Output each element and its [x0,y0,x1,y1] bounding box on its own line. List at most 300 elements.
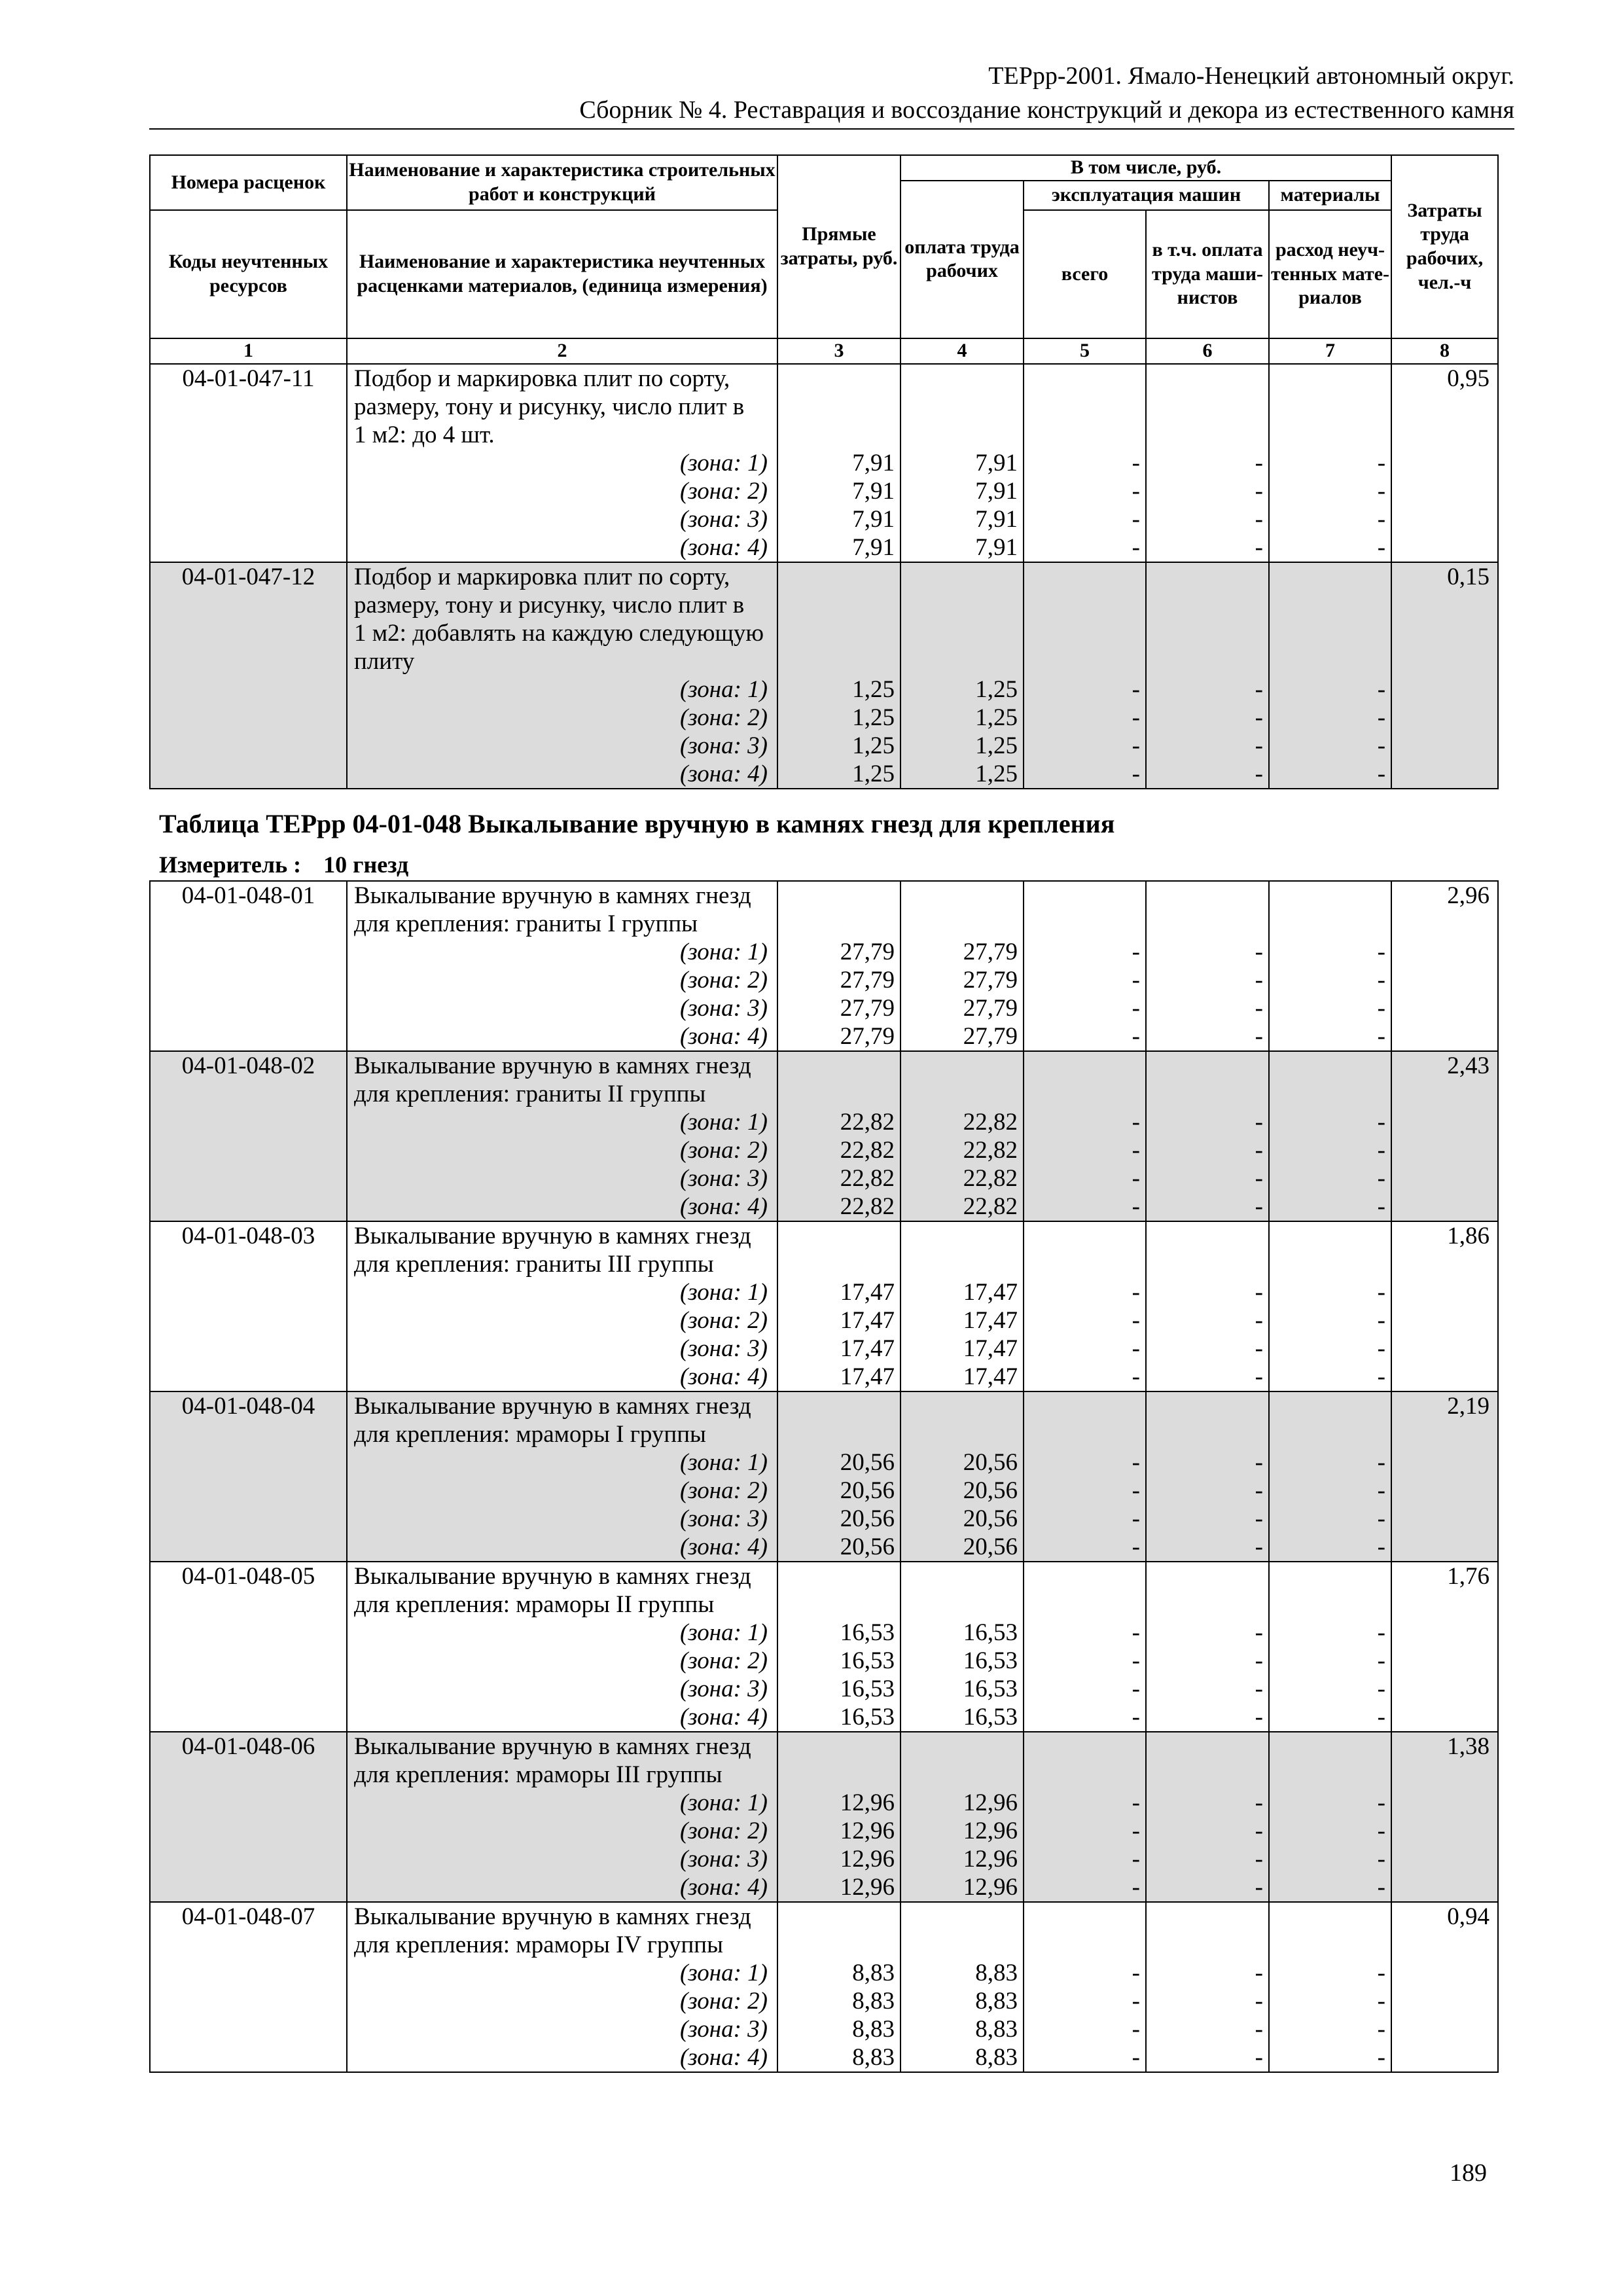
zone-label: (зона: 1) [347,675,777,704]
worker-pay: 27,79 [901,1022,1024,1051]
empty-cell [777,591,901,619]
rate-description-line: размеру, тону и рисунку, число плит в [347,591,777,619]
empty-cell [1146,1761,1269,1789]
empty-cell [1269,619,1391,647]
machinist-pay-dash: - [1146,1335,1269,1363]
record-description-row [150,1902,1498,1931]
empty-cell [1269,647,1391,675]
empty-cell [1391,1761,1498,1789]
empty-cell [1391,1647,1498,1675]
worker-pay: 12,96 [901,1817,1024,1845]
rate-record [150,1562,1498,1732]
empty-cell [1024,619,1146,647]
zone-label: (зона: 4) [347,1363,777,1391]
zone-row [150,533,1498,562]
empty-cell [150,1817,347,1845]
worker-pay: 22,82 [901,1108,1024,1136]
empty-cell [1269,1420,1391,1448]
empty-cell [150,1363,347,1391]
materials-dash: - [1269,1533,1391,1562]
zone-row [150,449,1498,477]
machinist-pay-dash: - [1146,1477,1269,1505]
empty-cell [1024,647,1146,675]
machinist-pay-dash: - [1146,994,1269,1022]
empty-cell [150,704,347,732]
empty-cell [150,1703,347,1732]
empty-cell [1146,1562,1269,1590]
empty-cell [1391,449,1498,477]
materials-dash: - [1269,1363,1391,1391]
materials-dash: - [1269,505,1391,533]
zone-row [150,704,1498,732]
labor-cost: 0,94 [1391,1902,1498,1931]
zone-row [150,732,1498,760]
empty-cell [901,1080,1024,1108]
machines-total-dash: - [1024,1363,1146,1391]
machines-total-dash: - [1024,1022,1146,1051]
empty-cell [1024,1221,1146,1250]
machinist-pay-dash: - [1146,505,1269,533]
record-description-row [150,1931,1498,1959]
machinist-pay-dash: - [1146,1959,1269,1987]
worker-pay: 17,47 [901,1306,1024,1335]
measure-label: Измеритель : [159,852,302,878]
labor-cost: 2,96 [1391,881,1498,910]
worker-pay: 20,56 [901,1505,1024,1533]
empty-cell [150,591,347,619]
empty-cell [1391,1164,1498,1193]
empty-cell [1391,1363,1498,1391]
labor-cost: 2,43 [1391,1051,1498,1080]
col-number: 6 [1146,338,1269,364]
worker-pay: 16,53 [901,1647,1024,1675]
zone-label: (зона: 3) [347,994,777,1022]
materials-dash: - [1269,994,1391,1022]
machines-total-dash: - [1024,1448,1146,1477]
empty-cell [1391,966,1498,994]
machinist-pay-dash: - [1146,1278,1269,1306]
machines-total-dash: - [1024,1817,1146,1845]
rate-description-line: Выкалывание вручную в камнях гнезд [347,1902,777,1931]
header-labor-costs: Затраты труда рабочих, чел.-ч [1391,155,1498,338]
zone-row [150,938,1498,966]
zone-label: (зона: 4) [347,760,777,789]
rate-description-line: Выкалывание вручную в камнях гнезд [347,881,777,910]
rate-code: 04-01-048-01 [150,881,347,910]
empty-cell [777,393,901,421]
empty-cell [1024,393,1146,421]
empty-cell [1391,1987,1498,2015]
empty-cell [1146,421,1269,449]
worker-pay: 22,82 [901,1136,1024,1164]
empty-cell [777,1080,901,1108]
materials-dash: - [1269,704,1391,732]
direct-cost: 22,82 [777,1193,901,1221]
machines-total-dash: - [1024,1789,1146,1817]
worker-pay: 16,53 [901,1675,1024,1703]
zone-label: (зона: 1) [347,1278,777,1306]
empty-cell [150,505,347,533]
zone-label: (зона: 3) [347,1845,777,1873]
empty-cell [901,393,1024,421]
rate-record [150,1732,1498,1902]
zone-row [150,1108,1498,1136]
rate-code: 04-01-047-12 [150,562,347,591]
worker-pay: 20,56 [901,1448,1024,1477]
labor-cost: 0,95 [1391,364,1498,393]
empty-cell [777,881,901,910]
worker-pay: 12,96 [901,1873,1024,1902]
empty-cell [150,1278,347,1306]
materials-dash: - [1269,675,1391,704]
header-including: В том числе, руб. [901,155,1391,181]
empty-cell [1391,1505,1498,1533]
materials-dash: - [1269,1789,1391,1817]
direct-cost: 8,83 [777,2015,901,2043]
empty-cell [150,421,347,449]
empty-cell [150,647,347,675]
empty-cell [150,938,347,966]
zone-label: (зона: 4) [347,1873,777,1902]
worker-pay: 20,56 [901,1477,1024,1505]
empty-cell [1391,1108,1498,1136]
materials-dash: - [1269,449,1391,477]
empty-cell [1269,591,1391,619]
materials-dash: - [1269,1845,1391,1873]
header-work-name: Наименование и характеристика строительных работ и конструкций [347,155,777,210]
zone-row [150,1306,1498,1335]
rate-description-line: Выкалывание вручную в камнях гнезд [347,1562,777,1590]
empty-cell [1024,364,1146,393]
empty-cell [1391,505,1498,533]
direct-cost: 27,79 [777,994,901,1022]
empty-cell [1024,1080,1146,1108]
rate-record [150,881,1498,1051]
empty-cell [1269,562,1391,591]
empty-cell [1391,1590,1498,1619]
machines-total-dash: - [1024,1873,1146,1902]
worker-pay: 27,79 [901,966,1024,994]
materials-dash: - [1269,1675,1391,1703]
materials-dash: - [1269,1987,1391,2015]
zone-label: (зона: 3) [347,1164,777,1193]
machinist-pay-dash: - [1146,1533,1269,1562]
rate-record [150,562,1498,789]
rate-description-line: 1 м2: добавлять на каждую следующую [347,619,777,647]
empty-cell [1391,1845,1498,1873]
empty-cell [901,1051,1024,1080]
empty-cell [1146,1080,1269,1108]
empty-cell [901,591,1024,619]
header-machinist-pay: в т.ч. оплата труда маши-нистов [1146,210,1269,338]
zone-row [150,1363,1498,1391]
record-description-row [150,619,1498,647]
empty-cell [1269,1391,1391,1420]
rate-description-line: для крепления: мраморы III группы [347,1761,777,1789]
empty-cell [150,1533,347,1562]
machines-total-dash: - [1024,938,1146,966]
rate-description-line: Подбор и маркировка плит по сорту, [347,562,777,591]
materials-dash: - [1269,1873,1391,1902]
empty-cell [1391,1022,1498,1051]
worker-pay: 7,91 [901,533,1024,562]
empty-cell [777,1590,901,1619]
empty-cell [1146,393,1269,421]
machines-total-dash: - [1024,966,1146,994]
zone-label: (зона: 3) [347,1505,777,1533]
empty-cell [901,1250,1024,1278]
machines-total-dash: - [1024,1703,1146,1732]
machines-total-dash: - [1024,477,1146,505]
empty-cell [1024,910,1146,938]
empty-cell [1391,1080,1498,1108]
empty-cell [1269,1732,1391,1761]
zone-row [150,1845,1498,1873]
rate-code: 04-01-048-05 [150,1562,347,1590]
direct-cost: 22,82 [777,1108,901,1136]
zone-row [150,966,1498,994]
rate-description-line: для крепления: граниты III группы [347,1250,777,1278]
zone-label: (зона: 1) [347,449,777,477]
zone-label: (зона: 4) [347,1193,777,1221]
machinist-pay-dash: - [1146,477,1269,505]
empty-cell [150,1306,347,1335]
worker-pay: 1,25 [901,704,1024,732]
rate-code: 04-01-047-11 [150,364,347,393]
empty-cell [1024,1931,1146,1959]
worker-pay: 12,96 [901,1845,1024,1873]
empty-cell [1391,704,1498,732]
machinist-pay-dash: - [1146,1619,1269,1647]
running-header-subtitle: Сборник № 4. Реставрация и воссоздание конструкций и декора из естественного камня [579,96,1514,124]
machinist-pay-dash: - [1146,1136,1269,1164]
empty-cell [150,393,347,421]
rate-description-line: для крепления: мраморы II группы [347,1590,777,1619]
empty-cell [1024,1732,1146,1761]
empty-cell [1391,1533,1498,1562]
rate-code: 04-01-048-07 [150,1902,347,1931]
direct-cost: 16,53 [777,1647,901,1675]
direct-cost: 22,82 [777,1164,901,1193]
direct-cost: 17,47 [777,1306,901,1335]
worker-pay: 7,91 [901,505,1024,533]
record-description-row [150,1420,1498,1448]
machinist-pay-dash: - [1146,1675,1269,1703]
rates-table-04-01-047 [149,154,1499,789]
empty-cell [1024,1051,1146,1080]
header-machines: эксплуатация машин [1024,181,1269,210]
empty-cell [1269,1902,1391,1931]
col-number: 8 [1391,338,1498,364]
empty-cell [1146,1590,1269,1619]
empty-cell [1391,994,1498,1022]
machinist-pay-dash: - [1146,966,1269,994]
direct-cost: 7,91 [777,533,901,562]
empty-cell [1146,364,1269,393]
empty-cell [901,364,1024,393]
worker-pay: 22,82 [901,1164,1024,1193]
machines-total-dash: - [1024,1959,1146,1987]
empty-cell [1391,477,1498,505]
zone-label: (зона: 1) [347,1789,777,1817]
machinist-pay-dash: - [1146,1647,1269,1675]
empty-cell [150,2043,347,2072]
machines-total-dash: - [1024,1987,1146,2015]
direct-cost: 16,53 [777,1675,901,1703]
empty-cell [150,1987,347,2015]
record-description-row [150,881,1498,910]
materials-dash: - [1269,1703,1391,1732]
machinist-pay-dash: - [1146,938,1269,966]
empty-cell [1024,1562,1146,1590]
header-material-name: Наименование и характеристика неучтенных расценками материалов, (единица измерения) [347,210,777,338]
empty-cell [150,1845,347,1873]
rate-description-line: для крепления: граниты II группы [347,1080,777,1108]
empty-cell [1391,1335,1498,1363]
empty-cell [150,1448,347,1477]
machines-total-dash: - [1024,2015,1146,2043]
section-title: Таблица ТЕРрр 04-01-048 Выкалывание вручную в камнях гнезд для крепления [159,809,1115,838]
empty-cell [1391,2015,1498,2043]
zone-row [150,1278,1498,1306]
zone-label: (зона: 4) [347,533,777,562]
materials-dash: - [1269,533,1391,562]
empty-cell [1024,1250,1146,1278]
empty-cell [150,533,347,562]
machines-total-dash: - [1024,2043,1146,2072]
direct-cost: 12,96 [777,1817,901,1845]
materials-dash: - [1269,1136,1391,1164]
direct-cost: 16,53 [777,1619,901,1647]
col-number: 5 [1024,338,1146,364]
empty-cell [901,1931,1024,1959]
materials-dash: - [1269,2015,1391,2043]
zone-label: (зона: 2) [347,1306,777,1335]
empty-cell [1146,1221,1269,1250]
zone-row [150,505,1498,533]
zone-row [150,1789,1498,1817]
rate-record [150,1391,1498,1562]
machinist-pay-dash: - [1146,1306,1269,1335]
materials-dash: - [1269,1619,1391,1647]
empty-cell [150,1080,347,1108]
zone-row [150,675,1498,704]
machinist-pay-dash: - [1146,2015,1269,2043]
machinist-pay-dash: - [1146,1987,1269,2015]
rate-code: 04-01-048-03 [150,1221,347,1250]
materials-dash: - [1269,1959,1391,1987]
direct-cost: 17,47 [777,1363,901,1391]
zone-row [150,1619,1498,1647]
empty-cell [777,1562,901,1590]
materials-dash: - [1269,1193,1391,1221]
zone-row [150,1164,1498,1193]
record-description-row [150,1562,1498,1590]
record-description-row [150,1590,1498,1619]
machines-total-dash: - [1024,533,1146,562]
empty-cell [1024,1761,1146,1789]
empty-cell [150,760,347,789]
empty-cell [1146,910,1269,938]
empty-cell [1269,1590,1391,1619]
empty-cell [1391,1789,1498,1817]
empty-cell [1269,1221,1391,1250]
materials-dash: - [1269,1817,1391,1845]
zone-label: (зона: 4) [347,2043,777,2072]
zone-row [150,1987,1498,2015]
direct-cost: 1,25 [777,732,901,760]
empty-cell [150,1761,347,1789]
empty-cell [901,562,1024,591]
empty-cell [1146,1931,1269,1959]
labor-cost: 2,19 [1391,1391,1498,1420]
rate-record [150,364,1498,562]
empty-cell [901,647,1024,675]
empty-cell [150,1022,347,1051]
empty-cell [1146,647,1269,675]
worker-pay: 8,83 [901,1987,1024,2015]
machinist-pay-dash: - [1146,732,1269,760]
rate-description-line: для крепления: граниты I группы [347,910,777,938]
record-description-row [150,1221,1498,1250]
machinist-pay-dash: - [1146,760,1269,789]
machines-total-dash: - [1024,704,1146,732]
empty-cell [777,1051,901,1080]
empty-cell [777,1761,901,1789]
empty-cell [777,1391,901,1420]
machines-total-dash: - [1024,505,1146,533]
empty-cell [150,1193,347,1221]
empty-cell [150,910,347,938]
materials-dash: - [1269,477,1391,505]
empty-cell [1391,1675,1498,1703]
machines-total-dash: - [1024,1533,1146,1562]
zone-row [150,1448,1498,1477]
empty-cell [1146,619,1269,647]
empty-cell [1269,1080,1391,1108]
labor-cost: 1,86 [1391,1221,1498,1250]
rate-description-line: плиту [347,647,777,675]
zone-label: (зона: 2) [347,1477,777,1505]
empty-cell [1024,1391,1146,1420]
worker-pay: 22,82 [901,1193,1024,1221]
machines-total-dash: - [1024,1845,1146,1873]
materials-dash: - [1269,732,1391,760]
rate-code: 04-01-048-06 [150,1732,347,1761]
direct-cost: 8,83 [777,2043,901,2072]
machines-total-dash: - [1024,1164,1146,1193]
direct-cost: 27,79 [777,938,901,966]
worker-pay: 12,96 [901,1789,1024,1817]
machinist-pay-dash: - [1146,1164,1269,1193]
machines-total-dash: - [1024,1278,1146,1306]
direct-cost: 20,56 [777,1448,901,1477]
rates-table-04-01-048 [149,880,1499,2073]
empty-cell [1024,1590,1146,1619]
record-description-row [150,591,1498,619]
materials-dash: - [1269,1505,1391,1533]
zone-label: (зона: 3) [347,2015,777,2043]
worker-pay: 8,83 [901,2043,1024,2072]
empty-cell [777,1931,901,1959]
empty-cell [1391,1703,1498,1732]
materials-dash: - [1269,1477,1391,1505]
empty-cell [1391,1959,1498,1987]
empty-cell [150,1164,347,1193]
empty-cell [901,1732,1024,1761]
materials-dash: - [1269,938,1391,966]
zone-label: (зона: 2) [347,966,777,994]
